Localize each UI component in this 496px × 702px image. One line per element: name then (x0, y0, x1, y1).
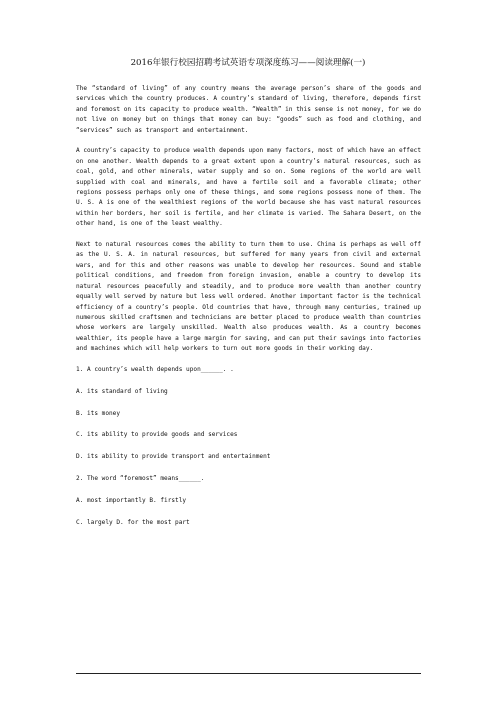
question-1-option-b: B. its money (76, 409, 121, 417)
question-2-options-cd: C. largely D. for the most part (76, 518, 190, 526)
question-1: 1. A country’s wealth depends upon______. . (76, 365, 234, 373)
question-1-option-d: D. its ability to provide transport and entertainment (76, 453, 271, 461)
question-2: 2. The word “foremost” means______. (76, 474, 205, 482)
question-2-options-ab: A. most importantly B. firstly (76, 496, 187, 504)
footer-rule (76, 673, 421, 674)
paragraph-3: Next to natural resources comes the ability to turn them to use. China is perhaps as well off as the U. S. A. in natural resources, but suffered for many years from civil and external wars, and for this and other reasons was unable to develop her resources. Sound and stable political conditions, and freedom from foreign invasion, enable a country to develop its natural resources peacefully and steadily, and to produce more wealth than another country equally well served by nature but less well ordered. Another important factor is the technical efficiency of a country’s people. Old countries that have, through many centuries, trained up numerous skilled craftsmen and technicians are better placed to produce wealth than countries whose workers are largely unskilled. Wealth also produces wealth. As a country becomes wealthier, its people have a large margin for saving, and can put their savings into factories and machines which will help workers to turn out more goods in their working day. (76, 241, 421, 353)
paragraph-1: The “standard of living” of any country means the average person’s share of the goods and services which the country produces. A country’s standard of living, therefore, depends first and foremost on its capacity to produce wealth. “Wealth” in this sense is not money, for we do not live on money but on things that money can buy: “goods” such as food and clothing, and “services” such as transport and entertainment. (76, 85, 421, 134)
article-body (76, 84, 421, 539)
paragraph-2: A country’s capacity to produce wealth depends upon many factors, most of which have an effect on one another. Wealth depends to a great extent upon a country’s natural resources, such as coal, gold, and other minerals, water supply and so on. Some regions of the world are well supplied with coal and minerals, and have a fertile soil and a favorable climate; other regions possess perhaps only one of these things, and some regions possess none of them. The U. S. A is one of the wealthiest regions of the world because she has vast natural resources within her borders, her soil is fertile, and her climate is varied. The Sahara Desert, on the other hand, is one of the least wealthy. (76, 147, 421, 228)
page-title: 2016年银行校园招聘考试英语专项深度练习——阅读理解(一) (130, 58, 366, 68)
question-1-option-c: C. its ability to provide goods and services (76, 431, 238, 439)
question-1-option-a: A. its standard of living (76, 387, 168, 395)
